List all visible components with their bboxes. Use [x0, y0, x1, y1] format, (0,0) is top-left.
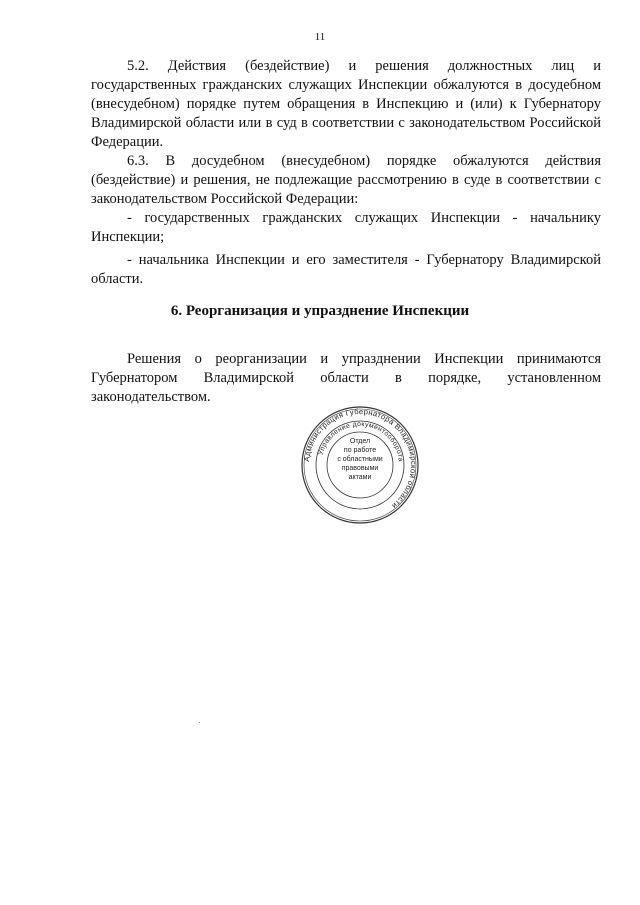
section-heading: 6. Реорганизация и упразднение Инспекции [170, 303, 470, 319]
seal-outer-text: Администрация Губернатора Владимирской области [302, 406, 419, 511]
list-item-text: - государственных гражданских служащих Инспекции - начальнику Инспекции; [91, 210, 601, 245]
section-6-paragraph [91, 350, 601, 407]
list-item [91, 209, 601, 247]
paragraph-5-2 [91, 57, 601, 152]
seal-center-line: актами [348, 474, 372, 481]
paragraph-6-3-text: 6.3. В досудебном (внесудебном) порядке обжалуются действия (бездействие) и решения, не подлежащие рассмотрению в суде в соответствии с законодательством Российской Федерации: [91, 153, 601, 207]
list-item [91, 251, 601, 289]
seal-center-line: Отдел [349, 438, 371, 445]
page-number: 11 [314, 31, 326, 43]
paragraph-6-3 [91, 152, 601, 209]
seal-center-text [335, 437, 385, 482]
seal-center-line: правовыми [341, 465, 379, 472]
seal-center-line: по работе [343, 447, 377, 454]
seal-inner-text: Управление документооборота [317, 420, 404, 463]
section-6-paragraph-text: Решения о реорганизации и упразднении Инспекции принимаются Губернатором Владимирской области в порядке, установленном законодательством. [91, 351, 601, 405]
official-seal [300, 405, 420, 525]
list-item-text: - начальника Инспекции и его заместителя - Губернатору Владимирской области. [91, 252, 601, 287]
paragraph-5-2-text: 5.2. Действия (бездействие) и решения должностных лиц и государственных гражданских служащих Инспекции обжалуются в досудебном (внесудебном) порядке путем обращения в Инспекцию и (или) к Губернатору Владимирской области или в суд в соответствии с законодательством Российской Федерации. [91, 58, 601, 150]
scan-speck [199, 722, 200, 723]
seal-center-line: с областными [337, 456, 383, 463]
